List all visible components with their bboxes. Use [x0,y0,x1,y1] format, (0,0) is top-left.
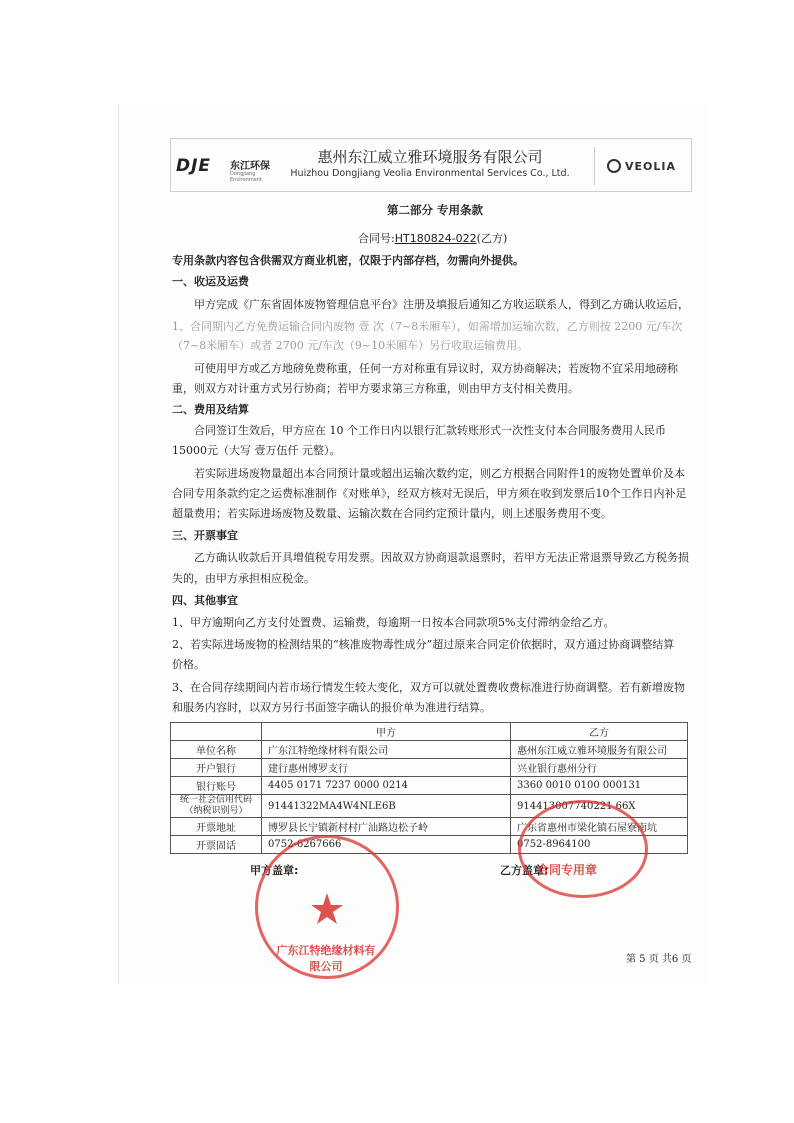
party-a-seal-label: 甲方盖章: [250,864,299,877]
s3-p1-line2: 失的，由甲方承担相应税金。 [172,572,315,585]
party-b-value: 广东省惠州市梁化镇石屋寮南坑 [511,818,688,836]
row-label: 统一社会信用代码（纳税识别号） [171,795,262,818]
s4-item2-line2: 价格。 [172,658,205,671]
dje-logo-mark: DJE [176,156,212,176]
table-corner-cell [171,723,262,741]
s1-p3-line2: 重，则双方对计重方式另行协商；若甲方要求第三方称重，则由甲方支付相关费用。 [172,382,579,395]
dongjiang-logo [172,146,272,186]
party-b-value: 914413007740221 66X [511,795,688,818]
party-b-header: 乙方 [511,723,688,741]
s2-p2-line2: 合同专用条款约定之运费标准制作《对账单》，经双方核对无误后，甲方须在收到发票后10个工作日内补足 [172,487,687,500]
party-b-value: 兴业银行惠州分行 [511,759,688,777]
veolia-logo [594,147,689,185]
section-title: 第二部分 专用条款 [387,203,484,217]
seal-a-text: 广东江特绝缘材料有限公司 [276,944,376,973]
table-row [171,777,688,795]
s4-item3-line2: 和服务内容时，以双方另行书面签字确认的报价单为准进行结算。 [172,701,491,714]
party-a-company-seal [255,835,399,979]
row-label: 开票地址 [171,818,262,836]
veolia-logo-text: VEOLIA [625,160,676,173]
s1-p1: 甲方完成《广东省固体废物管理信息平台》注册及填报后通知乙方收运联系人，得到乙方确认收运后， [194,298,689,311]
contract-no: HT180824-022 [394,232,477,245]
party-a-value: 博罗县长宁镇新村村广汕路边松子岭 [262,818,511,836]
row-label: 开票固话 [171,836,262,854]
row-label: 单位名称 [171,741,262,759]
contract-number [358,230,507,246]
s4-item2-line1: 2、若实际进场废物的检测结果的“核准废物毒性成分”超过原来合同定价依据时，双方通过协商调整结算 [172,638,675,651]
party-a-value: 广东江特绝缘材料有限公司 [262,741,511,759]
s2-p1-line2: 15000元（大写 壹万伍仟 元整）。 [172,444,341,457]
party-b-seal-label: 乙方盖章: [500,864,549,877]
party-b-value: 惠州东江威立雅环境服务有限公司 [511,741,688,759]
seal-b-text: 合同专用章 [537,863,598,877]
table-header-row [171,723,688,741]
row-label: 银行账号 [171,777,262,795]
party-a-value: 建行惠州博罗支行 [262,759,511,777]
veolia-circle-icon [607,159,621,173]
confidential-note: 专用条款内容包含供需双方商业机密，仅限于内部存档，勿需向外提供。 [172,254,524,267]
s4-item1: 1、甲方逾期向乙方支付处置费、运输费，每逾期一日按本合同款项5%支付滞纳金给乙方。 [172,616,615,629]
s4-item3-line1: 3、在合同存续期间内若市场行情发生较大变化，双方可以就处置费收费标准进行协商调整。若有新增废物 [172,681,685,694]
logo-text-cn: 东江环保 [230,161,270,172]
contract-party: (乙方) [476,232,508,245]
party-b-value: 0752-8964100 [511,836,688,854]
company-name-cn: 惠州东江威立雅环境服务有限公司 [317,148,543,166]
party-b-contract-seal [518,800,648,898]
s2-p2-line3: 超量费用；若实际进场废物及数量、运输次数在合同约定预计量内，则上述服务费用不变。 [172,507,612,520]
s1-heading: 一、收运及运费 [172,275,249,288]
s2-p2-line1: 若实际进场废物量超出本合同预计量或超出运输次数约定，则乙方根据合同附件1的废物处置单价及本 [194,467,685,480]
s3-p1-line1: 乙方确认收款后开具增值税专用发票。因故双方协商退款退票时，若甲方无法正常退票导致乙方税务损 [194,551,689,564]
party-a-value: 91441322MA4W4NLE6B [262,795,511,818]
party-a-value: 0752-6267666 [262,836,511,854]
company-name-en: Huizhou Dongjiang Veolia Environmental Services Co., Ltd. [290,168,570,179]
logo-text-en: Dongjiang Environment [230,171,262,183]
s2-p1-line1: 合同签订生效后，甲方应在 10 个工作日内以银行汇款转账形式一次性支付本合同服务费用人民币 [194,424,666,437]
s1-p2-line1: 1、合同期内乙方免费运输合同内废物 壹 次（7~8米厢车），如需增加运输次数，乙方则按 2200 元/车次 [172,320,683,333]
contract-label: 合同号: [358,232,395,245]
s4-heading: 四、其他事宜 [172,594,238,607]
s2-heading: 二、费用及结算 [172,403,249,416]
page-number: 第 5 页 共6 页 [626,954,692,965]
party-a-value: 4405 0171 7237 0000 0214 [262,777,511,795]
table-row [171,741,688,759]
party-b-value: 3360 0010 0100 000131 [511,777,688,795]
s1-p3-line1: 可使用甲方或乙方地磅免费称重，任何一方对称重有异议时，双方协商解决；若废物不宜采用地磅称 [194,362,678,375]
s1-p2-line2: （7~8米厢车）或者 2700 元/车次（9~10米厢车）另行收取运输费用。 [172,339,529,352]
table-row [171,759,688,777]
party-a-header: 甲方 [262,723,511,741]
row-label: 开户银行 [171,759,262,777]
s3-heading: 三、开票事宜 [172,529,238,542]
